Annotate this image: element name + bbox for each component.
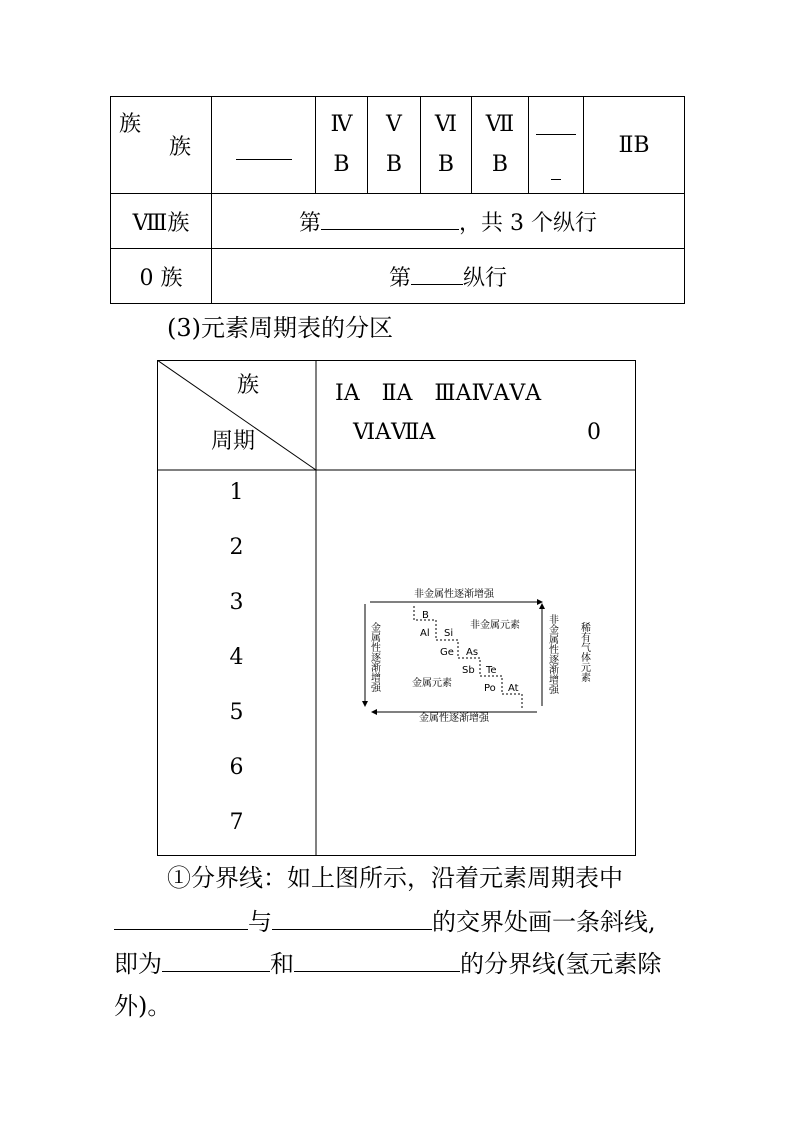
cell-text: 族 (118, 112, 141, 137)
section-title: (3)元素周期表的分区 (167, 314, 393, 342)
corner-period-label: 周期 (211, 429, 256, 454)
element-label: B (422, 610, 429, 621)
cell-text: 第 (388, 265, 411, 291)
blank-cell (212, 97, 316, 194)
fill-blank (294, 970, 460, 972)
cell-text: B (333, 152, 350, 177)
cell-label (111, 194, 212, 249)
group-table (110, 96, 685, 304)
cell-label (111, 249, 212, 304)
bottom-arrow-label: 金属性逐渐增强 (419, 713, 489, 722)
paragraph-text: 与 (248, 908, 272, 936)
fill-blank (162, 970, 270, 972)
cell-text: Ⅵ (434, 112, 458, 137)
element-label: At (508, 683, 519, 694)
paragraph-text: 即为 (114, 950, 162, 978)
cell-text: ⅡB (618, 132, 650, 158)
element-label: Si (444, 628, 454, 639)
period-number: 3 (229, 590, 244, 615)
noble-gas-label: 稀有气体元素 (578, 622, 590, 682)
nonmetal-label: 非金属元素 (470, 620, 520, 631)
period-number: 1 (229, 480, 244, 505)
paragraph-text: 的交界处画一条斜线, (432, 908, 656, 936)
cell-label (111, 97, 150, 194)
cell-text: ，共 3 个纵行 (459, 210, 597, 236)
cell-text: 0 族 (139, 265, 183, 291)
table-row (111, 194, 685, 249)
fill-blank (236, 158, 292, 160)
top-arrow-label: 非金属性逐渐增强 (414, 589, 494, 600)
corner-group-label: 族 (237, 373, 260, 398)
period-number: 4 (229, 645, 244, 670)
blank-cell (529, 97, 584, 194)
cell-group (421, 97, 472, 194)
fill-blank (411, 283, 463, 285)
element-label: Te (486, 665, 497, 676)
table-row (111, 249, 685, 304)
cell-text: Ⅷ族 (132, 210, 190, 236)
paragraph-line: ①分界线：如上图所示，沿着元素周期表中 (167, 864, 623, 892)
cell-text: 第 (299, 210, 322, 236)
element-label: Po (484, 683, 496, 694)
cell-group (472, 97, 529, 194)
metal-nonmetal-diagram (362, 582, 602, 722)
cell-group (584, 97, 685, 194)
element-label: As (466, 647, 479, 658)
fill-blank (114, 928, 248, 930)
cell-text: Ⅴ (386, 112, 402, 137)
period-number: 7 (229, 810, 244, 835)
periodic-zone-table (157, 360, 636, 856)
fill-blank (321, 228, 459, 230)
group-headers: ⅥAⅦA (353, 420, 436, 445)
table-row (111, 97, 685, 194)
cell-text: B (385, 152, 403, 177)
element-label: Sb (462, 665, 475, 676)
metal-label: 金属元素 (412, 678, 452, 689)
paragraph-text: 的分界线(氢元素除 (460, 950, 662, 978)
right-arrow-label: 非金属性逐渐增强 (546, 614, 558, 694)
fill-blank (272, 928, 432, 930)
cell-label (149, 97, 212, 194)
cell-text: B (491, 152, 509, 177)
group-headers: ⅠA ⅡA ⅢAⅣAⅤA (335, 381, 542, 406)
period-number: 6 (229, 755, 244, 780)
cell-text: Ⅶ (485, 112, 515, 137)
paragraph-text: 和 (270, 950, 294, 978)
cell-text: 纵行 (463, 265, 508, 291)
cell-text: Ⅳ (330, 112, 353, 137)
element-label: Ge (440, 647, 454, 658)
group-headers: 0 (587, 420, 601, 445)
element-label: Al (420, 628, 430, 639)
fill-blank (551, 178, 561, 180)
period-number: 2 (229, 535, 244, 560)
paragraph-line (114, 952, 661, 976)
cell-text: B (437, 152, 455, 177)
cell-text: 族 (168, 134, 191, 160)
cell-group (368, 97, 421, 194)
period-number: 5 (229, 700, 244, 725)
fill-blank (536, 133, 576, 135)
paragraph-line (114, 910, 656, 934)
cell-content (212, 194, 685, 249)
left-arrow-label: 金属性逐渐增强 (368, 622, 380, 692)
paragraph-line: 外)。 (114, 992, 172, 1020)
cell-content (212, 249, 685, 304)
cell-group (316, 97, 368, 194)
